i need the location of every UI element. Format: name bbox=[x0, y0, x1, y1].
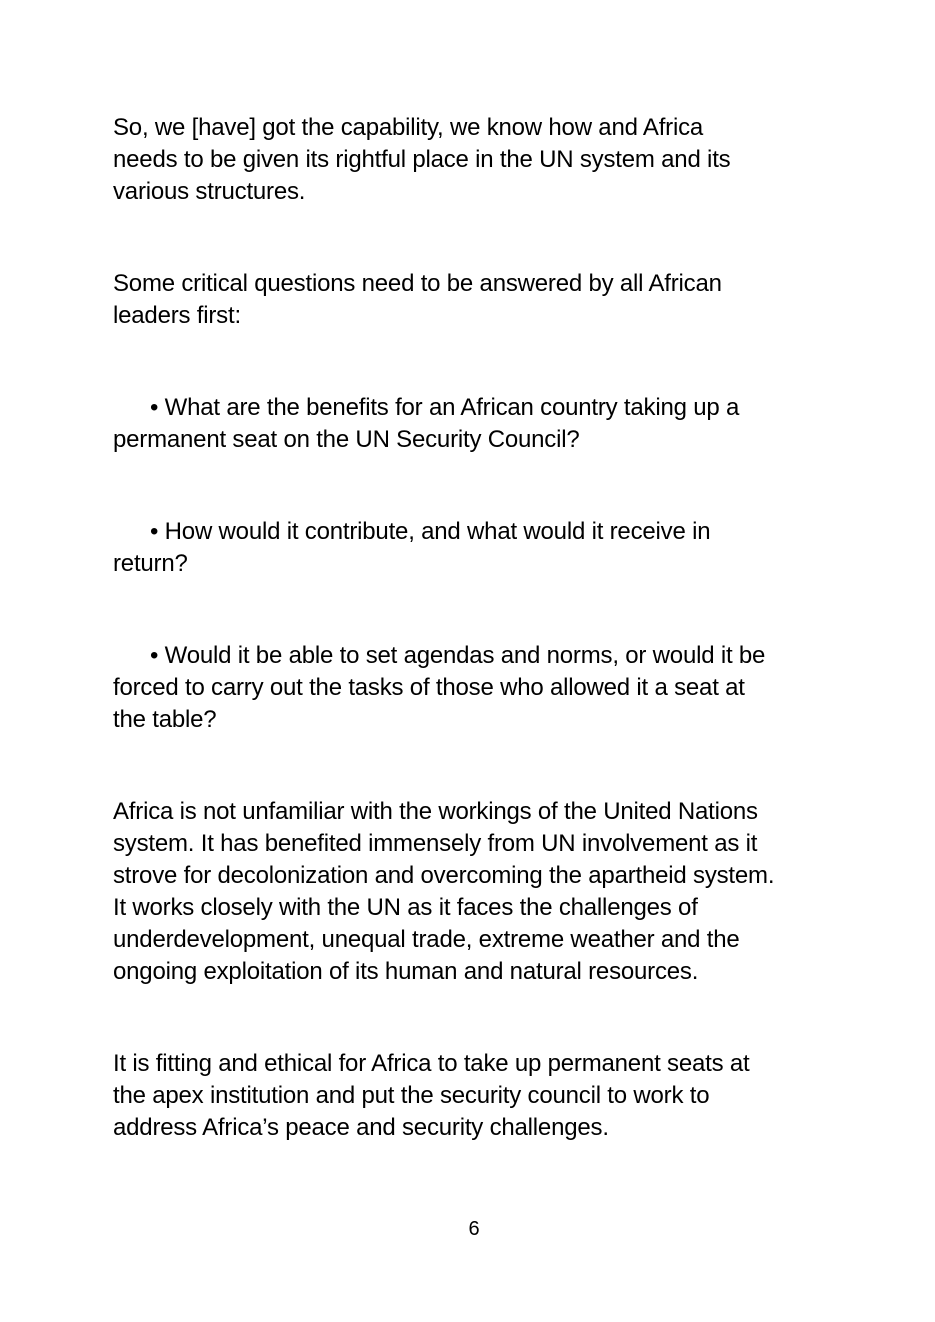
text-line: the table? bbox=[113, 706, 217, 733]
text-line: permanent seat on the UN Security Council? bbox=[113, 426, 580, 453]
paragraph bbox=[113, 1048, 835, 1144]
text-line: ongoing exploitation of its human and natural resources. bbox=[113, 958, 699, 985]
text-line: address Africa’s peace and security challenges. bbox=[113, 1114, 609, 1141]
text-line: forced to carry out the tasks of those who allowed it a seat at bbox=[113, 674, 745, 701]
text-line: Some critical questions need to be answered by all African bbox=[113, 270, 722, 297]
text-line: It is fitting and ethical for Africa to take up permanent seats at bbox=[113, 1050, 750, 1077]
document-body bbox=[113, 112, 835, 1144]
bullet-item bbox=[113, 392, 835, 456]
bullet-item bbox=[113, 640, 835, 736]
page-number: 6 bbox=[468, 1218, 480, 1240]
text-line: system. It has benefited immensely from UN involvement as it bbox=[113, 830, 758, 857]
text-line: needs to be given its rightful place in the UN system and its bbox=[113, 146, 731, 173]
text-line: Africa is not unfamiliar with the workings of the United Nations bbox=[113, 798, 758, 825]
text-line: • How would it contribute, and what would it receive in bbox=[150, 518, 711, 545]
text-line: So, we [have] got the capability, we know how and Africa bbox=[113, 114, 704, 141]
text-line: • What are the benefits for an African country taking up a bbox=[150, 394, 740, 421]
paragraph bbox=[113, 112, 835, 208]
text-line: various structures. bbox=[113, 178, 306, 205]
text-line: return? bbox=[113, 550, 188, 577]
text-line: the apex institution and put the security council to work to bbox=[113, 1082, 710, 1109]
text-line: underdevelopment, unequal trade, extreme weather and the bbox=[113, 926, 740, 953]
paragraph bbox=[113, 796, 835, 988]
paragraph bbox=[113, 268, 835, 332]
bullet-item bbox=[113, 516, 835, 580]
page-footer bbox=[113, 1217, 835, 1241]
text-line: It works closely with the UN as it faces the challenges of bbox=[113, 894, 698, 921]
text-line: strove for decolonization and overcoming the apartheid system. bbox=[113, 862, 775, 889]
text-line: • Would it be able to set agendas and norms, or would it be bbox=[150, 642, 766, 669]
text-line: leaders first: bbox=[113, 302, 241, 329]
